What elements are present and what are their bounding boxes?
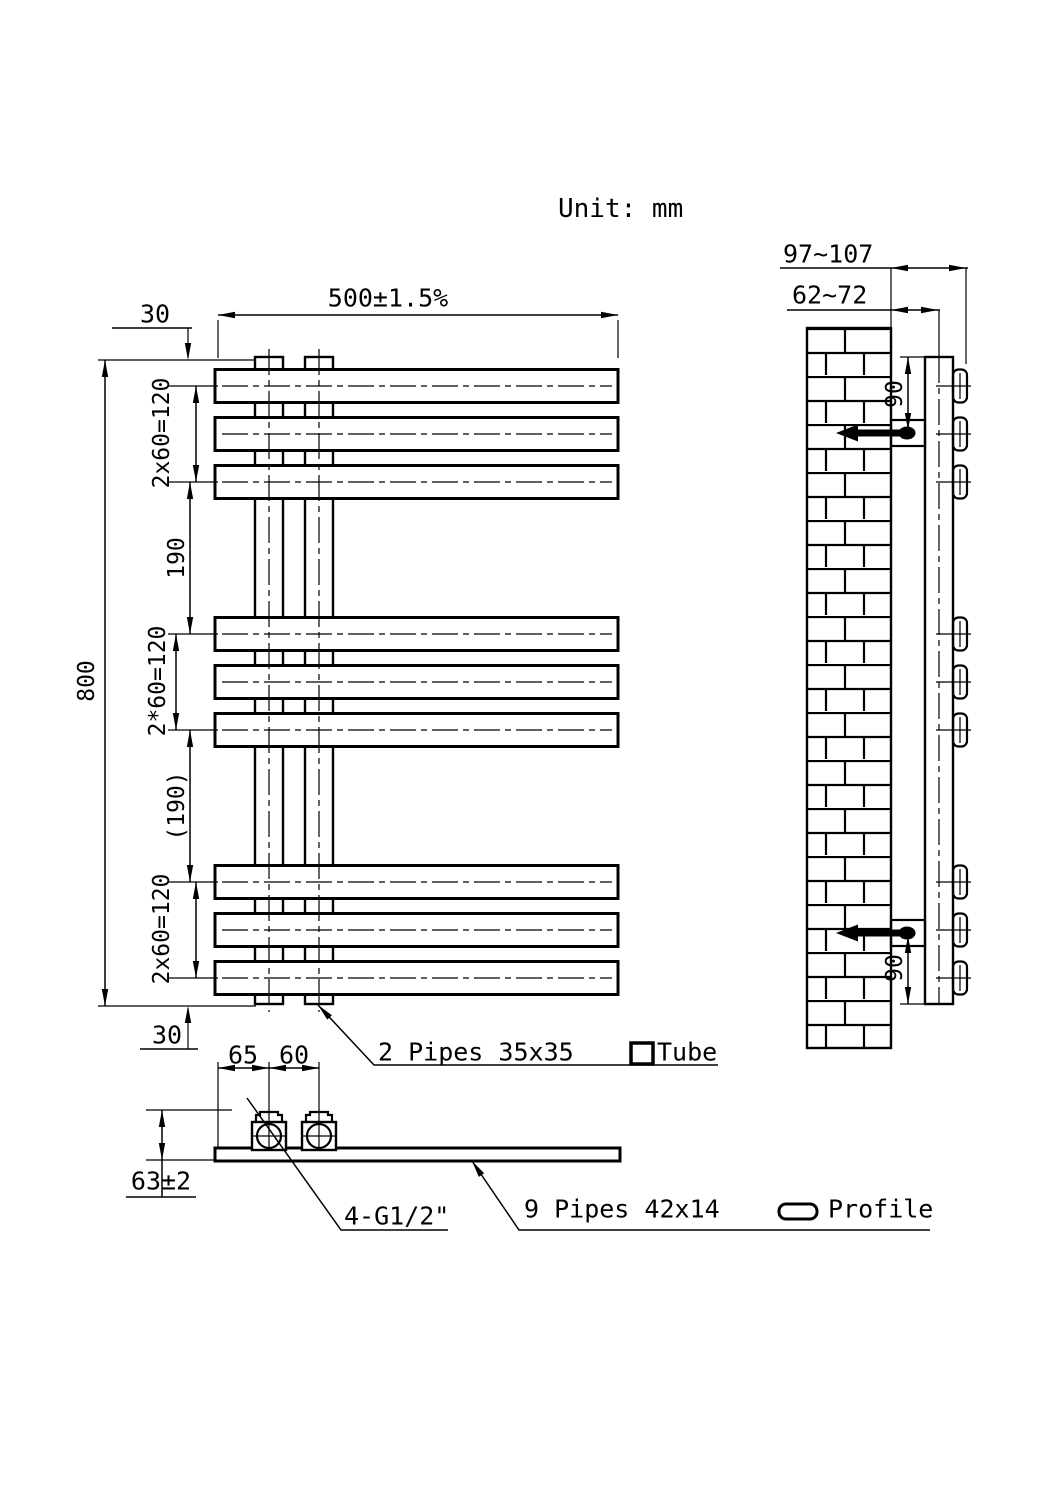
dim-width (218, 284, 618, 359)
dim-bottom-offset-label: 30 (151, 1020, 183, 1050)
dim-wall-to-pipe (787, 281, 940, 314)
dim-bottom-bar-spacing (149, 874, 199, 985)
drawing-title: Unit: mm (558, 194, 684, 224)
front-view (74, 284, 618, 1050)
tube-note-label: 2 Pipes 35x35 (378, 1037, 574, 1067)
dim-height-label: 800 (74, 660, 100, 702)
dim-upper-gap-label: 190 (164, 537, 190, 579)
profile-note-label: 9 Pipes 42x14 (524, 1194, 720, 1224)
dim-lower-gap (164, 730, 193, 882)
dim-top-bar-spacing-label: 2x60=120 (149, 377, 175, 489)
dim-middle-bar-spacing (145, 626, 179, 737)
tube-note (316, 1003, 718, 1067)
dim-depth-label: 63±2 (130, 1166, 192, 1196)
square-tube-icon (631, 1043, 653, 1064)
dim-top-offset-label: 30 (139, 299, 171, 329)
dim-wall-to-front (780, 240, 968, 272)
dim-wall-to-front-label: 97~107 (783, 239, 874, 269)
dim-bottom-bar-spacing-label: 2x60=120 (149, 873, 175, 985)
dim-bracket-top-label: 90 (882, 380, 908, 408)
dim-lower-gap-label: (190) (164, 771, 190, 841)
connection-note (247, 1098, 449, 1231)
dim-bracket-bottom-label: 90 (882, 954, 908, 982)
dim-upper-gap (164, 482, 193, 634)
dim-middle-bar-spacing-label: 2*60=120 (145, 625, 171, 737)
profile-note (469, 1159, 933, 1230)
dim-left-pipe-offset-label: 65 (227, 1040, 259, 1070)
dim-pipe-spacing-label: 60 (278, 1040, 310, 1070)
dim-top-offset (112, 300, 192, 361)
connection-label: 4-G1/2" (344, 1201, 450, 1231)
dim-bottom-offset (140, 1006, 198, 1050)
dim-width-label: 500±1.5% (327, 283, 449, 313)
side-view (780, 240, 971, 1049)
dim-wall-to-pipe-label: 62~72 (792, 280, 868, 310)
profile-icon-label: Profile (828, 1194, 934, 1224)
flat-profile-icon (779, 1204, 817, 1219)
tube-icon-label: Tube (657, 1037, 718, 1067)
dim-top-bar-spacing (149, 378, 199, 489)
